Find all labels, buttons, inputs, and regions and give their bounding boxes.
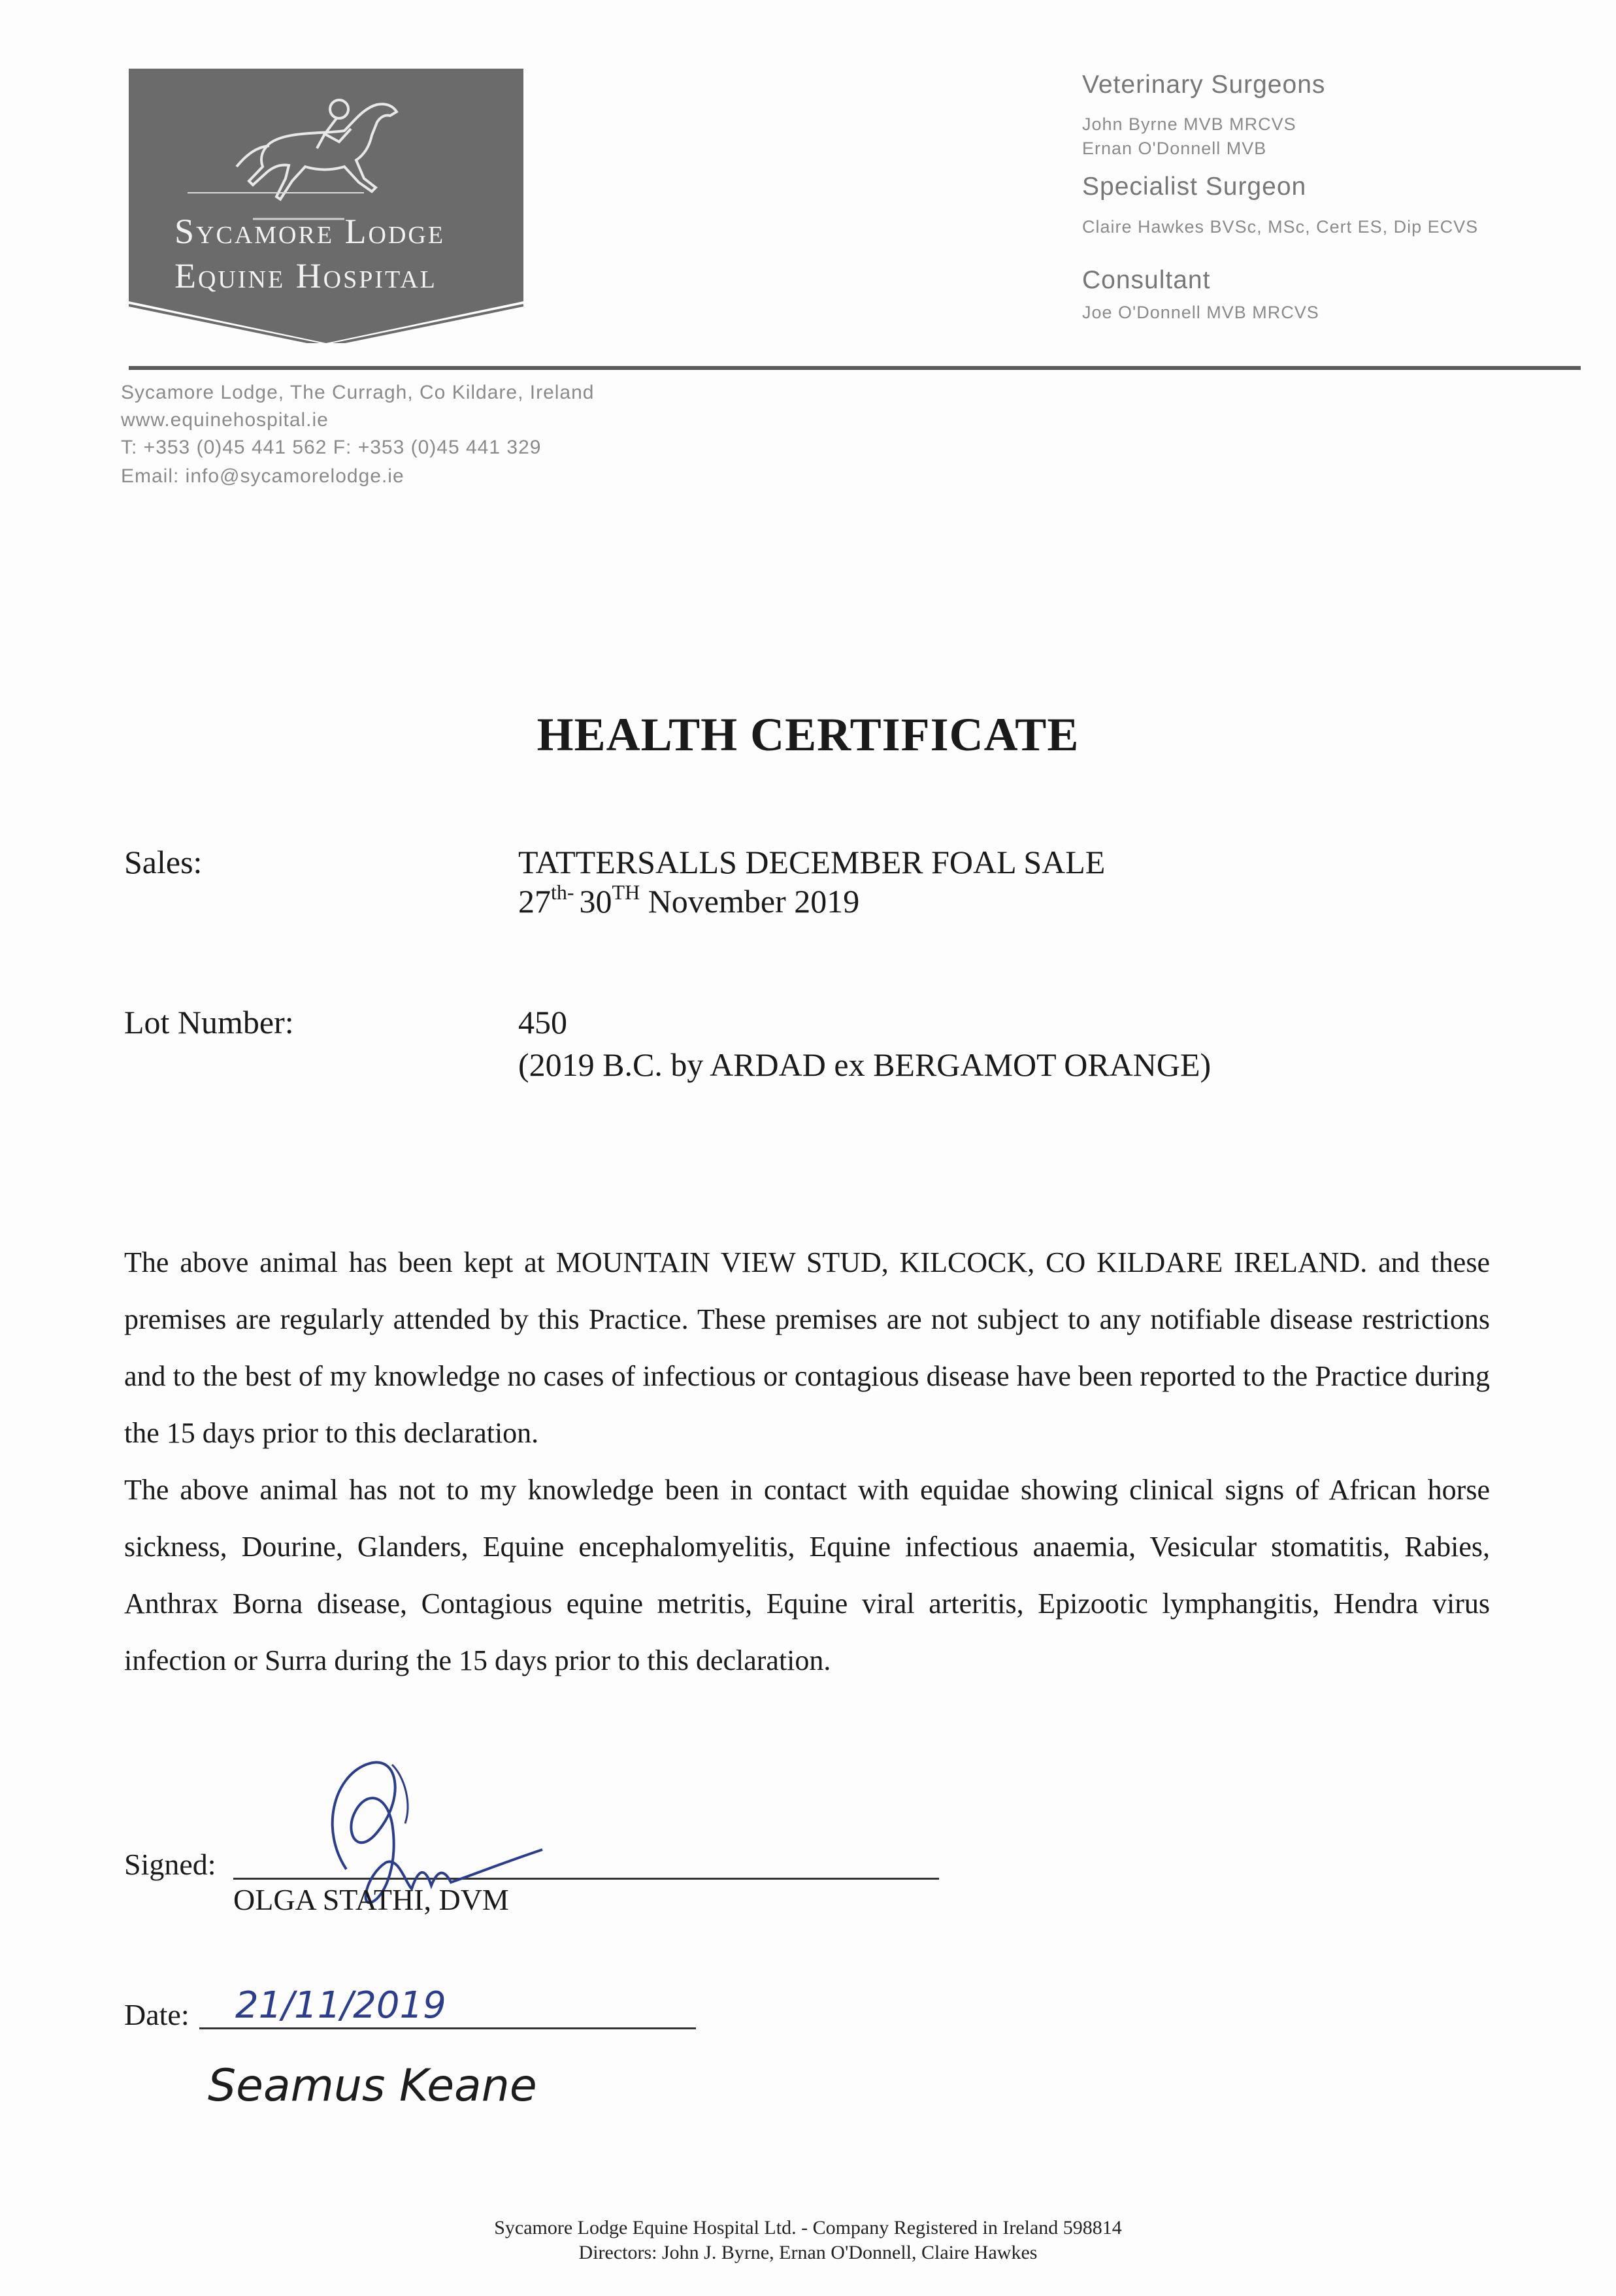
header-rule (129, 366, 1581, 370)
phone-fax: T: +353 (0)45 441 562 F: +353 (0)45 441 329 (121, 437, 542, 458)
footer-company: Sycamore Lodge Equine Hospital Ltd. - Company Registered in Ireland 598814 (494, 2217, 1122, 2238)
declaration-paragraph: The above animal has been kept at MOUNTAIN VIEW STUD, KILCOCK, CO KILDARE IRELAND. and these premises are regularly attended by this Practice. These premises are not subject to any notifiable disease restrictions and to the best of my knowledge no cases of infectious or contagious disease have been reported to the Practice during the 15 days prior to this declaration. (124, 1246, 1490, 1449)
consultant-name: Joe O'Donnell MVB MRCVS (1082, 303, 1319, 322)
vet-heading: Veterinary Surgeons (1082, 71, 1326, 99)
signatory-name: OLGA STATHI, DVM (233, 1883, 509, 1916)
logo-line-2: Equine Hospital (174, 256, 437, 295)
footer (0, 2216, 1616, 2265)
sales-name: TATTERSALLS DECEMBER FOAL SALE (518, 844, 1106, 880)
specialist-name: Claire Hawkes BVSc, MSc, Cert ES, Dip ECVS (1082, 217, 1479, 237)
declaration-paragraph: The above animal has not to my knowledge been in contact with equidae showing clinical signs of African horse sickness, Dourine, Glanders, Equine encephalomyelitis, Equine infectious anaemia, Vesicular stomatitis, Rabies, Anthrax Borna disease, Contagious equine metritis, Equine viral arteritis, Epizootic lymphangitis, Hendra virus infection or Surra during the 15 days prior to this declaration. (124, 1474, 1490, 1676)
vet-name: John Byrne MVB MRCVS (1082, 114, 1296, 134)
signed-label: Signed: (124, 1848, 216, 1881)
specialist-heading: Specialist Surgeon (1082, 173, 1307, 201)
email: Email: info@sycamorelodge.ie (121, 465, 404, 487)
declaration-text (124, 1234, 1490, 1689)
sales-label: Sales: (124, 844, 203, 880)
vet-name: Ernan O'Donnell MVB (1082, 139, 1267, 158)
sales-dates: $27^{th-}$ 30TH November 2019 (518, 880, 860, 920)
consultant-heading: Consultant (1082, 266, 1211, 294)
lot-number: 450 (518, 1004, 567, 1040)
website: www.equinehospital.ie (121, 409, 329, 431)
page-title: HEALTH CERTIFICATE (536, 708, 1080, 761)
lot-description: (2019 B.C. by ARDAD ex BERGAMOT ORANGE) (518, 1046, 1212, 1083)
logo-line-1: Sycamore Lodge (174, 212, 446, 251)
date-line (199, 2027, 696, 2029)
address: Sycamore Lodge, The Curragh, Co Kildare, Ireland (121, 382, 595, 403)
handwritten-date: 21/11/2019 (235, 1984, 446, 2027)
racehorse-jockey-icon (129, 69, 523, 343)
footer-directors: Directors: John J. Byrne, Ernan O'Donnell, Claire Hawkes (578, 2242, 1038, 2263)
hospital-logo (129, 69, 523, 295)
handwritten-name: Seamus Keane (208, 2060, 537, 2112)
date-label: Date: (124, 1998, 190, 2031)
lot-label: Lot Number: (124, 1004, 294, 1040)
